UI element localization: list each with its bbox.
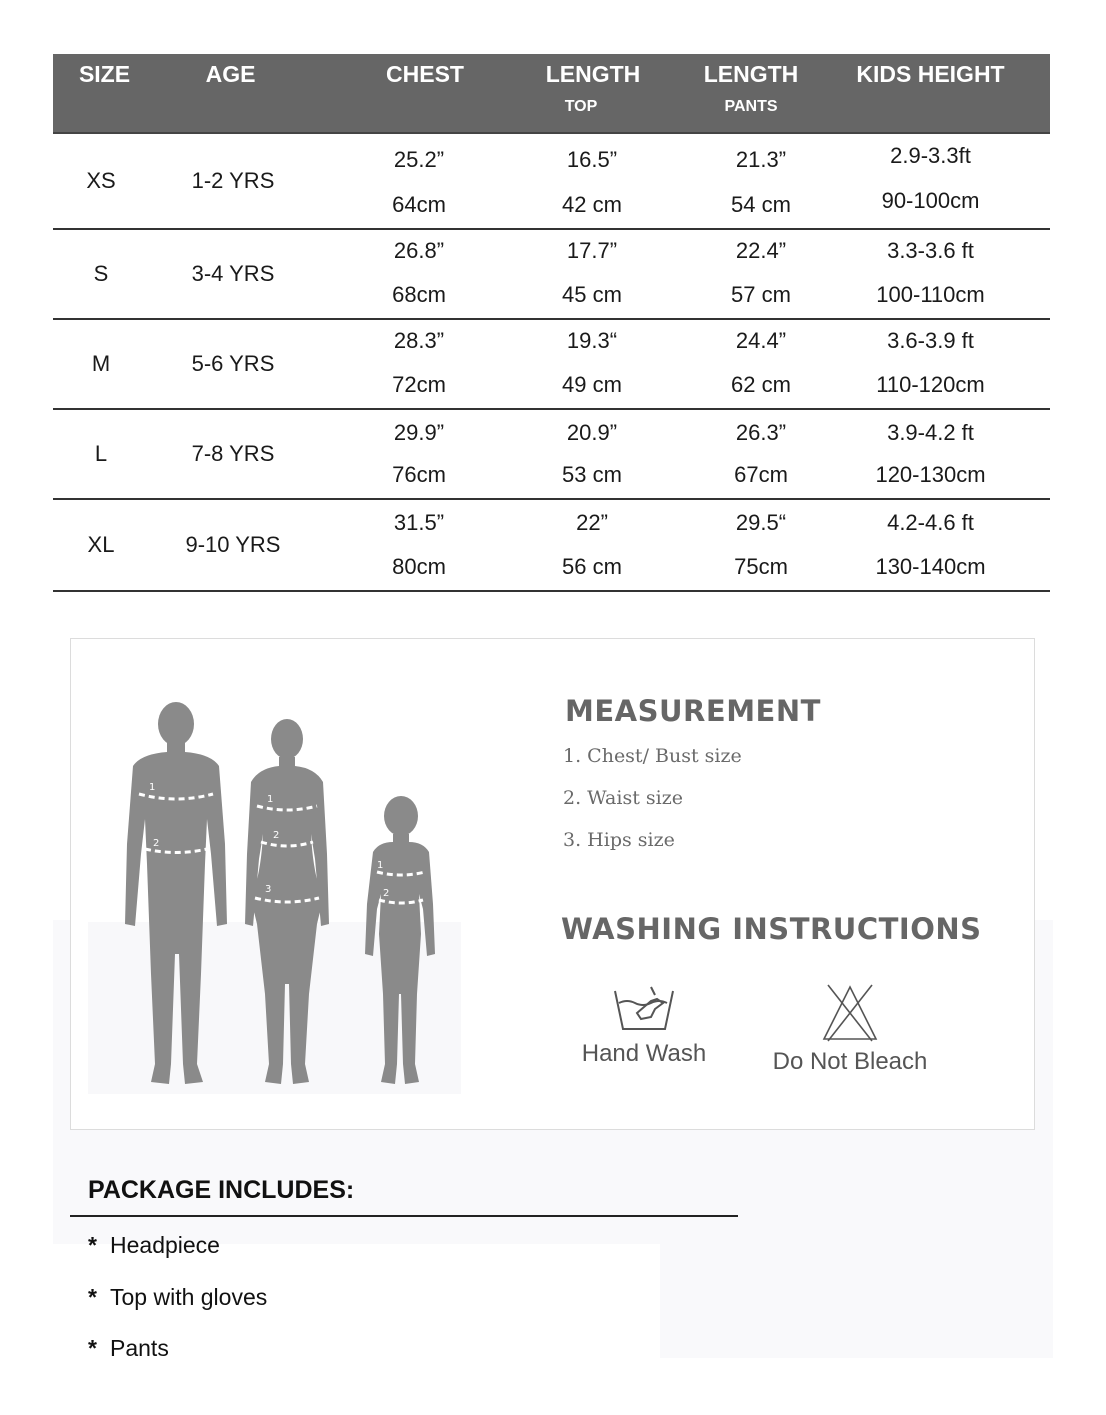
height-ft-cell: 3.6-3.9 ft	[887, 328, 974, 353]
top-length-inch-cell: 20.9”	[566, 420, 618, 445]
pants-length-inch-cell: 22.4”	[735, 238, 787, 263]
measurement-item-hips: 3. Hips size	[563, 829, 675, 851]
top-length-cm-cell: 45 cm	[562, 282, 622, 307]
header-size: SIZE	[78, 61, 131, 87]
table-row	[53, 134, 1050, 230]
do-not-bleach-icon	[820, 983, 880, 1043]
top-length-inch-cell: 19.3“	[566, 328, 618, 353]
child-figure-icon	[365, 796, 435, 1084]
do-not-bleach-label: Do Not Bleach	[772, 1048, 928, 1075]
package-item	[88, 1335, 169, 1362]
do-not-bleach-care	[767, 983, 933, 1076]
chest-cm-cell: 68cm	[392, 282, 446, 307]
bullet-star: *	[88, 1335, 97, 1361]
header-length-pants	[691, 61, 811, 116]
chest-inch-cell: 26.8”	[393, 238, 445, 263]
mark-2: 2	[273, 830, 280, 841]
top-length-inch-cell: 16.5”	[566, 147, 618, 172]
size-cell: XS	[86, 168, 116, 193]
height-cm-cell: 130-140cm	[875, 554, 986, 579]
chest-cm-cell: 80cm	[392, 554, 446, 579]
header-kids-height: KIDS HEIGHT	[856, 61, 1005, 87]
package-item	[88, 1284, 267, 1311]
chest-cm-cell: 76cm	[392, 462, 446, 487]
pants-length-cm-cell: 57 cm	[731, 282, 791, 307]
age-cell: 7-8 YRS	[191, 441, 275, 466]
height-cm-cell: 90-100cm	[881, 188, 980, 213]
top-length-cm-cell: 42 cm	[562, 192, 622, 217]
package-item-label: Top with gloves	[110, 1284, 268, 1310]
measurement-title: MEASUREMENT	[565, 694, 821, 728]
package-item	[88, 1232, 220, 1259]
bullet-star: *	[88, 1232, 97, 1258]
size-cell: XL	[87, 532, 115, 557]
age-cell: 3-4 YRS	[191, 261, 275, 286]
chest-inch-cell: 29.9”	[393, 420, 445, 445]
pants-length-cm-cell: 62 cm	[731, 372, 791, 397]
top-length-cm-cell: 56 cm	[562, 554, 622, 579]
size-chart-table	[53, 54, 1050, 592]
chest-inch-cell: 28.3”	[393, 328, 445, 353]
measurement-item-waist: 2. Waist size	[563, 787, 683, 809]
package-includes-title: PACKAGE INCLUDES:	[88, 1176, 355, 1204]
height-cm-cell: 110-120cm	[876, 372, 985, 397]
mark-2: 2	[383, 888, 390, 899]
top-length-inch-cell: 22”	[576, 510, 608, 535]
table-row	[53, 410, 1050, 500]
mark-2: 2	[153, 838, 160, 849]
height-cm-cell: 100-110cm	[876, 282, 985, 307]
age-cell: 1-2 YRS	[191, 168, 275, 193]
table-row	[53, 320, 1050, 410]
height-ft-cell: 3.3-3.6 ft	[887, 238, 974, 263]
mark-1: 1	[267, 794, 274, 805]
mark-3: 3	[265, 884, 272, 895]
top-length-cm-cell: 53 cm	[562, 462, 622, 487]
table-body	[53, 134, 1050, 592]
package-divider	[70, 1215, 738, 1217]
pants-length-inch-cell: 21.3”	[735, 147, 787, 172]
pants-length-inch-cell: 26.3”	[735, 420, 787, 445]
mark-1: 1	[149, 782, 156, 793]
header-age: AGE	[205, 61, 256, 87]
header-length-pants-sub: PANTS	[724, 98, 778, 115]
header-length-top-sub: TOP	[564, 98, 598, 115]
header-length-top-label: LENGTH	[545, 61, 641, 87]
top-length-inch-cell: 17.7”	[566, 238, 618, 263]
age-cell: 9-10 YRS	[185, 532, 281, 557]
table-row	[53, 500, 1050, 592]
package-item-label: Pants	[110, 1335, 169, 1361]
height-ft-cell: 2.9-3.3ft	[890, 143, 971, 168]
washing-instructions-title: WASHING INSTRUCTIONS	[561, 912, 982, 946]
size-cell: L	[94, 441, 108, 466]
hand-wash-care	[573, 983, 715, 1068]
table-header	[53, 54, 1050, 134]
table-row	[53, 230, 1050, 320]
header-length-pants-label: LENGTH	[703, 61, 799, 87]
chest-cm-cell: 72cm	[392, 372, 446, 397]
height-ft-cell: 4.2-4.6 ft	[887, 510, 974, 535]
package-item-label: Headpiece	[110, 1232, 220, 1258]
measurement-panel	[70, 638, 1035, 1130]
man-figure-icon	[125, 702, 227, 1084]
pants-length-inch-cell: 24.4”	[735, 328, 787, 353]
pants-length-cm-cell: 75cm	[734, 554, 788, 579]
height-cm-cell: 120-130cm	[875, 462, 986, 487]
header-length-top	[533, 61, 653, 116]
pants-length-cm-cell: 67cm	[734, 462, 788, 487]
pants-length-inch-cell: 29.5“	[735, 510, 787, 535]
package-background-right	[660, 1244, 1053, 1358]
hand-wash-icon	[611, 983, 677, 1035]
measurement-item-chest: 1. Chest/ Bust size	[563, 745, 742, 767]
header-chest: CHEST	[386, 61, 464, 87]
size-cell: M	[91, 351, 111, 376]
mark-1: 1	[377, 860, 384, 871]
hand-wash-label: Hand Wash	[581, 1040, 707, 1067]
top-length-cm-cell: 49 cm	[562, 372, 622, 397]
age-cell: 5-6 YRS	[191, 351, 275, 376]
height-ft-cell: 3.9-4.2 ft	[887, 420, 974, 445]
chest-inch-cell: 31.5”	[393, 510, 445, 535]
size-cell: S	[93, 261, 109, 286]
bullet-star: *	[88, 1284, 97, 1310]
body-figures-illustration	[101, 694, 461, 1094]
chest-inch-cell: 25.2”	[393, 147, 445, 172]
chest-cm-cell: 64cm	[392, 192, 446, 217]
pants-length-cm-cell: 54 cm	[731, 192, 791, 217]
